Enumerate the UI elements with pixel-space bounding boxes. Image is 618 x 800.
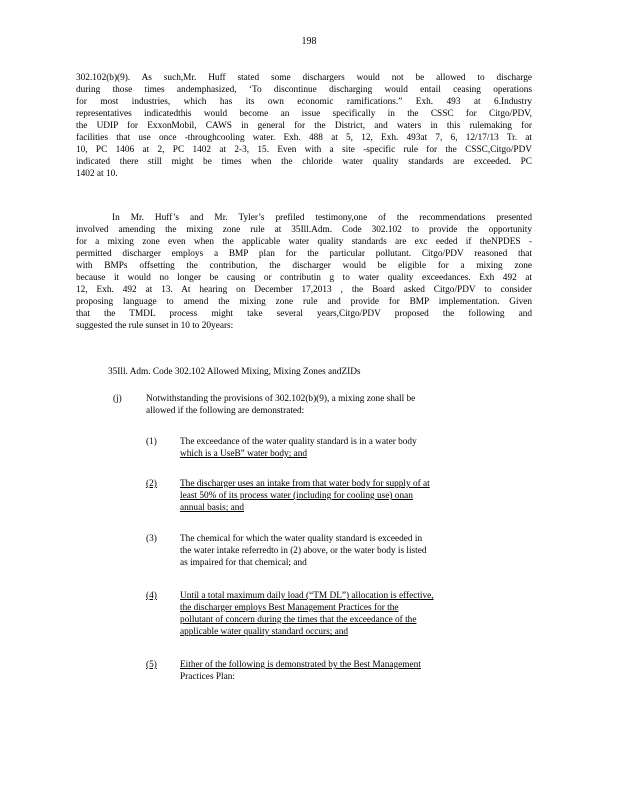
- text-line: 1402 at 10.: [76, 169, 118, 179]
- text-line: suggested the rule sunset in 10 to 20years:: [76, 321, 234, 331]
- text-line: indicated there still might be times when the chloride water quality standards are exceeded. PC: [76, 157, 532, 167]
- paragraph-1: [76, 72, 532, 180]
- text-line: applicable water quality standard occurs; and: [180, 627, 349, 637]
- text-line: 12, Exh. 492 at 13. At hearing on December 17,2013 , the Board asked Citgo/PDV to consider: [76, 285, 532, 295]
- list-item: [180, 436, 506, 460]
- text-line: representatives indicatedthis would become an issue specifically in the CSSC for Citgo/PDV,: [76, 109, 532, 119]
- list-item: [180, 533, 506, 569]
- list-item: [180, 478, 506, 514]
- text-line: 10, PC 1406 at 2, PC 1402 at 2-3, 15. Even with a site -specific rule for the CSSC,Citgo/PDV: [76, 145, 532, 155]
- text-line: involved amending the mixing zone rule at 35Ill.Adm. Code 302.102 to provide the opportunity: [76, 225, 532, 235]
- text-line: the discharger employs Best Management Practices for the: [180, 603, 399, 613]
- item-number: (1): [146, 437, 157, 447]
- text-line: Notwithstanding the provisions of 302.102(b)(9), a mixing zone shall be: [146, 394, 416, 404]
- page-number: 198: [301, 36, 317, 47]
- item-number: (2): [146, 479, 157, 489]
- text-line: allowed if the following are demonstrated:: [146, 406, 305, 416]
- text-line: facilities that use once -throughcooling water. Exh. 488 at 5, 12, Exh. 493at 7, 6, 12/17/13 Tr. at: [76, 133, 532, 143]
- text-line: with BMPs offsetting the contribution, the discharger would be eligible for a mixing zone: [76, 261, 532, 271]
- text-line: for most industries, which has its own economic ramifications.” Exh. 493 at 6.Industry: [76, 97, 532, 107]
- list-item: [180, 590, 506, 638]
- text-line: The exceedance of the water quality standard is in a water body: [180, 437, 417, 447]
- text-line: the water intake referredto in (2) above, or the water body is listed: [180, 546, 427, 556]
- text-line: The chemical for which the water quality standard is exceeded in: [180, 534, 423, 544]
- text-line: permitted discharger employs a BMP plan for the particular pollutant. Citgo/PDV reasoned that: [76, 249, 532, 259]
- text-line: because it would no longer be causing or contributin g to water quality exceedances. Exh 492 at: [76, 273, 532, 283]
- text-line: In Mr. Huff’s and Mr. Tyler’s prefiled testimony,one of the recommendations presented: [112, 213, 532, 223]
- rule-heading: 35Ill. Adm. Code 302.102 Allowed Mixing, Mixing Zones andZIDs: [108, 367, 361, 377]
- subsection-label: (j): [113, 394, 122, 404]
- text-line: Either of the following is demonstrated by the Best Management: [180, 660, 421, 670]
- item-number: (5): [146, 660, 157, 670]
- list-item: [180, 659, 506, 683]
- paragraph-2: [76, 212, 532, 332]
- text-line: The discharger uses an intake from that water body for supply of at: [180, 479, 430, 489]
- text-line: annual basis; and: [180, 503, 245, 513]
- item-number: (4): [146, 591, 157, 601]
- text-line: that the TMDL process might take several years,Citgo/PDV proposed the following and: [76, 309, 532, 319]
- text-line: during those times andemphasized, ‘To discontinue discharging would entail ceasing operations: [76, 85, 532, 95]
- text-line: the UDIP for ExxonMobil, CAWS in general for the District, and waters in this rulemaking for: [76, 121, 532, 131]
- text-line: Until a total maximum daily load (“TM DL”) allocation is effective,: [180, 591, 434, 601]
- text-line: for a mixing zone even when the applicable water quality standards are exc eeded if theNPDES -: [76, 237, 532, 247]
- text-line: as impaired for that chemical; and: [180, 558, 307, 568]
- text-line: least 50% of its process water (including for cooling use) onan: [180, 491, 413, 501]
- text-line: proposing language to amend the mixing zone rule and provide for BMP implementation. Given: [76, 297, 532, 307]
- text-line: which is a UseB” water body; and: [180, 449, 308, 459]
- text-line: Practices Plan:: [180, 672, 235, 682]
- subsection-text: [146, 393, 506, 417]
- text-line: pollutant of concern during the times that the exceedance of the: [180, 615, 417, 625]
- text-line: 302.102(b)(9). As such,Mr. Huff stated some dischargers would not be allowed to discharge: [76, 73, 532, 83]
- item-number: (3): [146, 534, 157, 544]
